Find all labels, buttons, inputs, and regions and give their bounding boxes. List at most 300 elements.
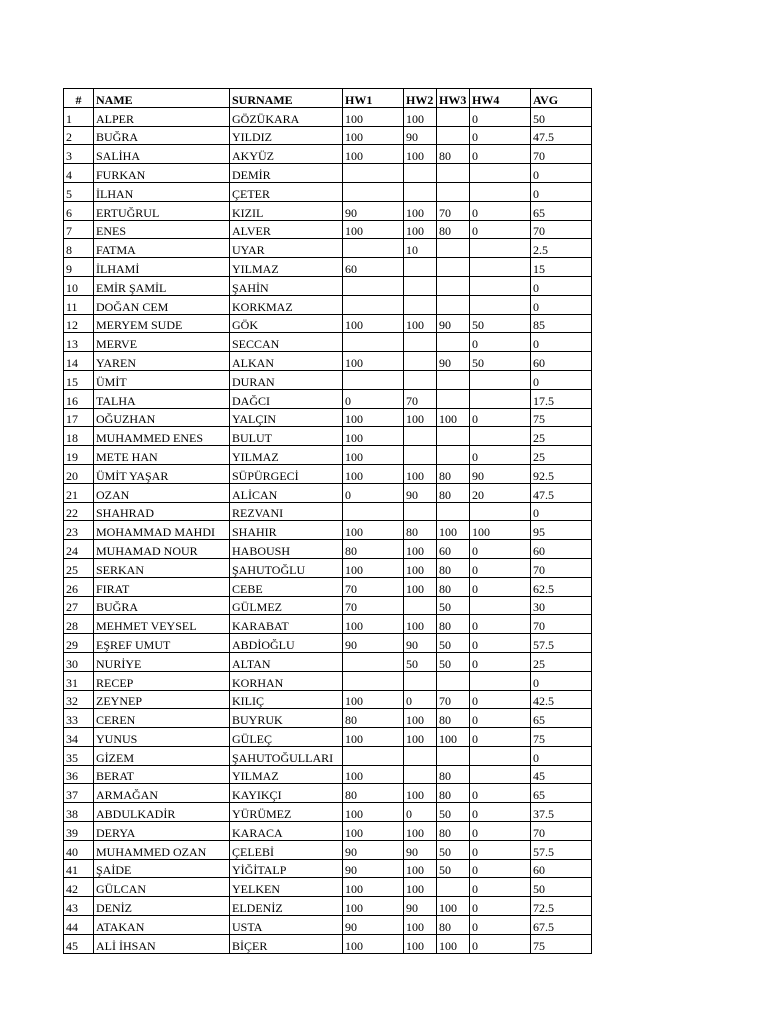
cell-hw1 [343, 182, 404, 201]
cell-hw2 [404, 446, 437, 465]
cell-surname: KARABAT [230, 615, 343, 634]
cell-hw3 [437, 164, 470, 183]
cell-number: 3 [64, 145, 94, 164]
cell-name: DENİZ [94, 897, 230, 916]
cell-number: 37 [64, 784, 94, 803]
cell-hw2: 100 [404, 201, 437, 220]
cell-hw3: 50 [437, 596, 470, 615]
cell-avg: 0 [531, 333, 592, 352]
cell-hw3 [437, 258, 470, 277]
table-row [64, 558, 592, 577]
table-row [64, 784, 592, 803]
cell-name: CEREN [94, 709, 230, 728]
cell-hw4: 50 [470, 314, 531, 333]
cell-hw3 [437, 370, 470, 389]
cell-surname: KAYIKÇI [230, 784, 343, 803]
table-row [64, 295, 592, 314]
cell-avg: 65 [531, 201, 592, 220]
cell-hw1: 100 [343, 521, 404, 540]
cell-hw1: 100 [343, 352, 404, 371]
cell-hw4 [470, 502, 531, 521]
table-row [64, 389, 592, 408]
cell-hw1: 100 [343, 897, 404, 916]
cell-hw2: 70 [404, 389, 437, 408]
cell-hw4: 0 [470, 126, 531, 145]
cell-number: 29 [64, 634, 94, 653]
cell-hw3: 50 [437, 652, 470, 671]
cell-number: 8 [64, 239, 94, 258]
cell-name: MUHAMMED ENES [94, 427, 230, 446]
cell-name: RECEP [94, 671, 230, 690]
cell-name: OZAN [94, 483, 230, 502]
cell-name: İLHAMİ [94, 258, 230, 277]
cell-hw1 [343, 295, 404, 314]
cell-name: ŞAİDE [94, 859, 230, 878]
cell-name: ALPER [94, 107, 230, 126]
cell-hw1: 90 [343, 840, 404, 859]
cell-number: 42 [64, 878, 94, 897]
cell-avg: 70 [531, 220, 592, 239]
cell-hw2: 0 [404, 690, 437, 709]
cell-name: SHAHRAD [94, 502, 230, 521]
cell-hw4 [470, 370, 531, 389]
cell-avg: 2.5 [531, 239, 592, 258]
cell-hw2: 100 [404, 728, 437, 747]
cell-hw4: 0 [470, 333, 531, 352]
cell-hw3 [437, 295, 470, 314]
cell-number: 27 [64, 596, 94, 615]
cell-hw2 [404, 765, 437, 784]
cell-surname: ÇELEBİ [230, 840, 343, 859]
table-row [64, 333, 592, 352]
cell-hw4: 0 [470, 652, 531, 671]
cell-hw3: 100 [437, 408, 470, 427]
cell-number: 44 [64, 916, 94, 935]
cell-hw4: 0 [470, 878, 531, 897]
cell-hw2 [404, 164, 437, 183]
cell-surname: KILIÇ [230, 690, 343, 709]
cell-name: ALİ İHSAN [94, 934, 230, 953]
cell-name: METE HAN [94, 446, 230, 465]
header-cell-hw4: HW4 [470, 89, 531, 108]
cell-surname: SÜPÜRGECİ [230, 464, 343, 483]
cell-avg: 0 [531, 502, 592, 521]
cell-hw3: 50 [437, 803, 470, 822]
cell-surname: GÖZÜKARA [230, 107, 343, 126]
table-row [64, 803, 592, 822]
table-body [64, 107, 592, 953]
table-row [64, 370, 592, 389]
cell-hw2 [404, 258, 437, 277]
cell-number: 22 [64, 502, 94, 521]
table-row [64, 878, 592, 897]
cell-hw4: 0 [470, 634, 531, 653]
cell-hw3: 80 [437, 765, 470, 784]
cell-hw4: 0 [470, 615, 531, 634]
cell-surname: SECCAN [230, 333, 343, 352]
cell-hw4: 0 [470, 934, 531, 953]
cell-name: BERAT [94, 765, 230, 784]
cell-surname: SHAHIR [230, 521, 343, 540]
cell-surname: AKYÜZ [230, 145, 343, 164]
cell-number: 38 [64, 803, 94, 822]
cell-avg: 60 [531, 859, 592, 878]
cell-name: MOHAMMAD MAHDI [94, 521, 230, 540]
cell-avg: 0 [531, 671, 592, 690]
cell-hw4 [470, 164, 531, 183]
cell-surname: YÜRÜMEZ [230, 803, 343, 822]
header-cell-avg: AVG [531, 89, 592, 108]
cell-hw2 [404, 596, 437, 615]
cell-name: SERKAN [94, 558, 230, 577]
cell-hw3 [437, 239, 470, 258]
cell-hw1: 80 [343, 540, 404, 559]
cell-name: YUNUS [94, 728, 230, 747]
cell-number: 2 [64, 126, 94, 145]
cell-hw1: 100 [343, 408, 404, 427]
table-row [64, 201, 592, 220]
cell-surname: DEMİR [230, 164, 343, 183]
table-row [64, 446, 592, 465]
cell-hw4: 0 [470, 897, 531, 916]
cell-number: 10 [64, 276, 94, 295]
cell-hw2 [404, 502, 437, 521]
cell-hw3: 80 [437, 220, 470, 239]
cell-hw1: 100 [343, 690, 404, 709]
cell-number: 11 [64, 295, 94, 314]
table-row [64, 709, 592, 728]
cell-hw3 [437, 878, 470, 897]
cell-hw3: 80 [437, 709, 470, 728]
cell-hw1: 100 [343, 145, 404, 164]
cell-avg: 0 [531, 164, 592, 183]
table-row [64, 352, 592, 371]
cell-hw4 [470, 239, 531, 258]
cell-name: BUĞRA [94, 596, 230, 615]
cell-avg: 0 [531, 370, 592, 389]
cell-surname: HABOUSH [230, 540, 343, 559]
cell-avg: 70 [531, 145, 592, 164]
table-row [64, 483, 592, 502]
cell-hw3: 80 [437, 916, 470, 935]
cell-name: ATAKAN [94, 916, 230, 935]
cell-number: 4 [64, 164, 94, 183]
cell-number: 35 [64, 746, 94, 765]
cell-name: ARMAĞAN [94, 784, 230, 803]
table-row [64, 934, 592, 953]
cell-hw4 [470, 389, 531, 408]
cell-hw1: 100 [343, 464, 404, 483]
cell-hw1: 90 [343, 201, 404, 220]
cell-hw2 [404, 427, 437, 446]
cell-hw3 [437, 446, 470, 465]
cell-hw4 [470, 596, 531, 615]
cell-hw4 [470, 182, 531, 201]
cell-number: 43 [64, 897, 94, 916]
cell-hw4: 0 [470, 916, 531, 935]
cell-surname: YILMAZ [230, 765, 343, 784]
cell-surname: CEBE [230, 577, 343, 596]
cell-number: 28 [64, 615, 94, 634]
cell-name: ZEYNEP [94, 690, 230, 709]
cell-hw2: 100 [404, 540, 437, 559]
cell-number: 41 [64, 859, 94, 878]
table-row [64, 427, 592, 446]
cell-surname: ALVER [230, 220, 343, 239]
cell-name: BUĞRA [94, 126, 230, 145]
cell-number: 13 [64, 333, 94, 352]
cell-hw2 [404, 276, 437, 295]
cell-hw3 [437, 182, 470, 201]
cell-avg: 62.5 [531, 577, 592, 596]
cell-hw3 [437, 502, 470, 521]
cell-name: MUHAMAD NOUR [94, 540, 230, 559]
cell-hw1: 100 [343, 107, 404, 126]
cell-surname: USTA [230, 916, 343, 935]
cell-hw4 [470, 746, 531, 765]
cell-surname: KORHAN [230, 671, 343, 690]
cell-avg: 0 [531, 295, 592, 314]
cell-surname: ALTAN [230, 652, 343, 671]
cell-hw3: 80 [437, 822, 470, 841]
table-row [64, 220, 592, 239]
cell-avg: 85 [531, 314, 592, 333]
cell-surname: ŞAHUTOĞULLARI [230, 746, 343, 765]
cell-hw2 [404, 746, 437, 765]
cell-hw4: 0 [470, 558, 531, 577]
cell-hw2 [404, 370, 437, 389]
cell-hw4: 0 [470, 784, 531, 803]
cell-hw2 [404, 295, 437, 314]
cell-hw3 [437, 389, 470, 408]
cell-avg: 25 [531, 446, 592, 465]
cell-hw4: 0 [470, 201, 531, 220]
cell-avg: 60 [531, 540, 592, 559]
cell-hw4 [470, 671, 531, 690]
table-row [64, 521, 592, 540]
cell-hw2: 100 [404, 822, 437, 841]
cell-surname: KORKMAZ [230, 295, 343, 314]
table-row [64, 164, 592, 183]
cell-hw1: 100 [343, 615, 404, 634]
cell-hw3: 80 [437, 464, 470, 483]
header-cell-hw2: HW2 [404, 89, 437, 108]
cell-name: DERYA [94, 822, 230, 841]
cell-number: 31 [64, 671, 94, 690]
cell-hw3: 70 [437, 690, 470, 709]
cell-hw3 [437, 126, 470, 145]
grade-table [63, 88, 592, 954]
cell-hw2: 100 [404, 577, 437, 596]
table-row [64, 502, 592, 521]
table-row [64, 276, 592, 295]
cell-surname: ŞAHİN [230, 276, 343, 295]
cell-number: 12 [64, 314, 94, 333]
cell-hw4: 0 [470, 690, 531, 709]
cell-avg: 25 [531, 427, 592, 446]
cell-hw4: 50 [470, 352, 531, 371]
cell-hw3: 90 [437, 352, 470, 371]
cell-hw2 [404, 671, 437, 690]
table-row [64, 577, 592, 596]
cell-surname: ALKAN [230, 352, 343, 371]
table-row [64, 540, 592, 559]
header-cell-name: NAME [94, 89, 230, 108]
cell-hw4 [470, 258, 531, 277]
table-row [64, 690, 592, 709]
cell-hw2: 100 [404, 934, 437, 953]
table-row [64, 634, 592, 653]
cell-name: MUHAMMED OZAN [94, 840, 230, 859]
cell-hw3 [437, 276, 470, 295]
table-row [64, 126, 592, 145]
cell-surname: YELKEN [230, 878, 343, 897]
cell-hw2 [404, 182, 437, 201]
cell-surname: YILDIZ [230, 126, 343, 145]
cell-hw2: 10 [404, 239, 437, 258]
header-cell-hw3: HW3 [437, 89, 470, 108]
cell-hw4: 0 [470, 220, 531, 239]
cell-hw4: 0 [470, 145, 531, 164]
cell-number: 26 [64, 577, 94, 596]
cell-surname: BİÇER [230, 934, 343, 953]
cell-avg: 45 [531, 765, 592, 784]
cell-surname: KARACA [230, 822, 343, 841]
table-row [64, 182, 592, 201]
cell-surname: KIZIL [230, 201, 343, 220]
cell-hw2: 100 [404, 709, 437, 728]
cell-hw1 [343, 276, 404, 295]
cell-avg: 47.5 [531, 126, 592, 145]
cell-number: 36 [64, 765, 94, 784]
cell-avg: 60 [531, 352, 592, 371]
cell-hw1: 60 [343, 258, 404, 277]
cell-hw4: 0 [470, 822, 531, 841]
cell-hw4 [470, 276, 531, 295]
cell-number: 16 [64, 389, 94, 408]
cell-number: 15 [64, 370, 94, 389]
cell-hw1 [343, 502, 404, 521]
cell-hw2: 100 [404, 916, 437, 935]
cell-hw2: 100 [404, 408, 437, 427]
cell-hw3: 100 [437, 728, 470, 747]
table-row [64, 464, 592, 483]
cell-number: 21 [64, 483, 94, 502]
cell-surname: ŞAHUTOĞLU [230, 558, 343, 577]
cell-hw3: 50 [437, 634, 470, 653]
cell-hw3: 80 [437, 483, 470, 502]
header-cell-number: # [64, 89, 94, 108]
cell-hw3: 80 [437, 577, 470, 596]
cell-surname: UYAR [230, 239, 343, 258]
cell-hw3 [437, 746, 470, 765]
cell-hw4: 0 [470, 540, 531, 559]
cell-name: GÜLCAN [94, 878, 230, 897]
cell-avg: 47.5 [531, 483, 592, 502]
cell-number: 20 [64, 464, 94, 483]
cell-hw3: 100 [437, 897, 470, 916]
header-cell-surname: SURNAME [230, 89, 343, 108]
cell-number: 45 [64, 934, 94, 953]
cell-avg: 50 [531, 107, 592, 126]
cell-hw1: 100 [343, 558, 404, 577]
table-row [64, 916, 592, 935]
cell-avg: 75 [531, 728, 592, 747]
cell-surname: ELDENİZ [230, 897, 343, 916]
cell-hw4: 0 [470, 859, 531, 878]
cell-hw1: 100 [343, 878, 404, 897]
cell-hw2: 80 [404, 521, 437, 540]
cell-surname: YİĞİTALP [230, 859, 343, 878]
cell-hw2 [404, 333, 437, 352]
cell-name: YAREN [94, 352, 230, 371]
table-row [64, 765, 592, 784]
cell-name: TALHA [94, 389, 230, 408]
cell-avg: 25 [531, 652, 592, 671]
cell-avg: 75 [531, 934, 592, 953]
cell-surname: GÜLEÇ [230, 728, 343, 747]
cell-hw1: 80 [343, 709, 404, 728]
cell-hw3: 70 [437, 201, 470, 220]
cell-number: 19 [64, 446, 94, 465]
cell-hw1: 70 [343, 577, 404, 596]
cell-hw1: 0 [343, 389, 404, 408]
table-row [64, 258, 592, 277]
cell-surname: YALÇIN [230, 408, 343, 427]
cell-hw3: 80 [437, 558, 470, 577]
cell-hw2: 100 [404, 145, 437, 164]
cell-hw3 [437, 107, 470, 126]
cell-number: 33 [64, 709, 94, 728]
cell-hw1: 100 [343, 126, 404, 145]
cell-hw1: 80 [343, 784, 404, 803]
cell-hw3: 100 [437, 521, 470, 540]
cell-hw3: 100 [437, 934, 470, 953]
cell-name: EMİR ŞAMİL [94, 276, 230, 295]
cell-hw1 [343, 652, 404, 671]
table-row [64, 239, 592, 258]
cell-hw3: 60 [437, 540, 470, 559]
cell-number: 18 [64, 427, 94, 446]
table-row [64, 671, 592, 690]
cell-number: 40 [64, 840, 94, 859]
cell-number: 6 [64, 201, 94, 220]
cell-surname: BUYRUK [230, 709, 343, 728]
cell-name: OĞUZHAN [94, 408, 230, 427]
cell-name: MERYEM SUDE [94, 314, 230, 333]
cell-hw1: 0 [343, 483, 404, 502]
table-row [64, 408, 592, 427]
cell-hw4: 20 [470, 483, 531, 502]
cell-hw4: 0 [470, 408, 531, 427]
cell-hw1 [343, 164, 404, 183]
cell-hw2: 100 [404, 107, 437, 126]
table-row [64, 145, 592, 164]
cell-name: FATMA [94, 239, 230, 258]
cell-hw3 [437, 333, 470, 352]
cell-surname: BULUT [230, 427, 343, 446]
cell-number: 30 [64, 652, 94, 671]
header-cell-hw1: HW1 [343, 89, 404, 108]
cell-hw2: 50 [404, 652, 437, 671]
cell-avg: 65 [531, 784, 592, 803]
cell-hw1: 70 [343, 596, 404, 615]
cell-number: 24 [64, 540, 94, 559]
cell-number: 34 [64, 728, 94, 747]
cell-hw3: 50 [437, 859, 470, 878]
cell-number: 23 [64, 521, 94, 540]
cell-name: FURKAN [94, 164, 230, 183]
